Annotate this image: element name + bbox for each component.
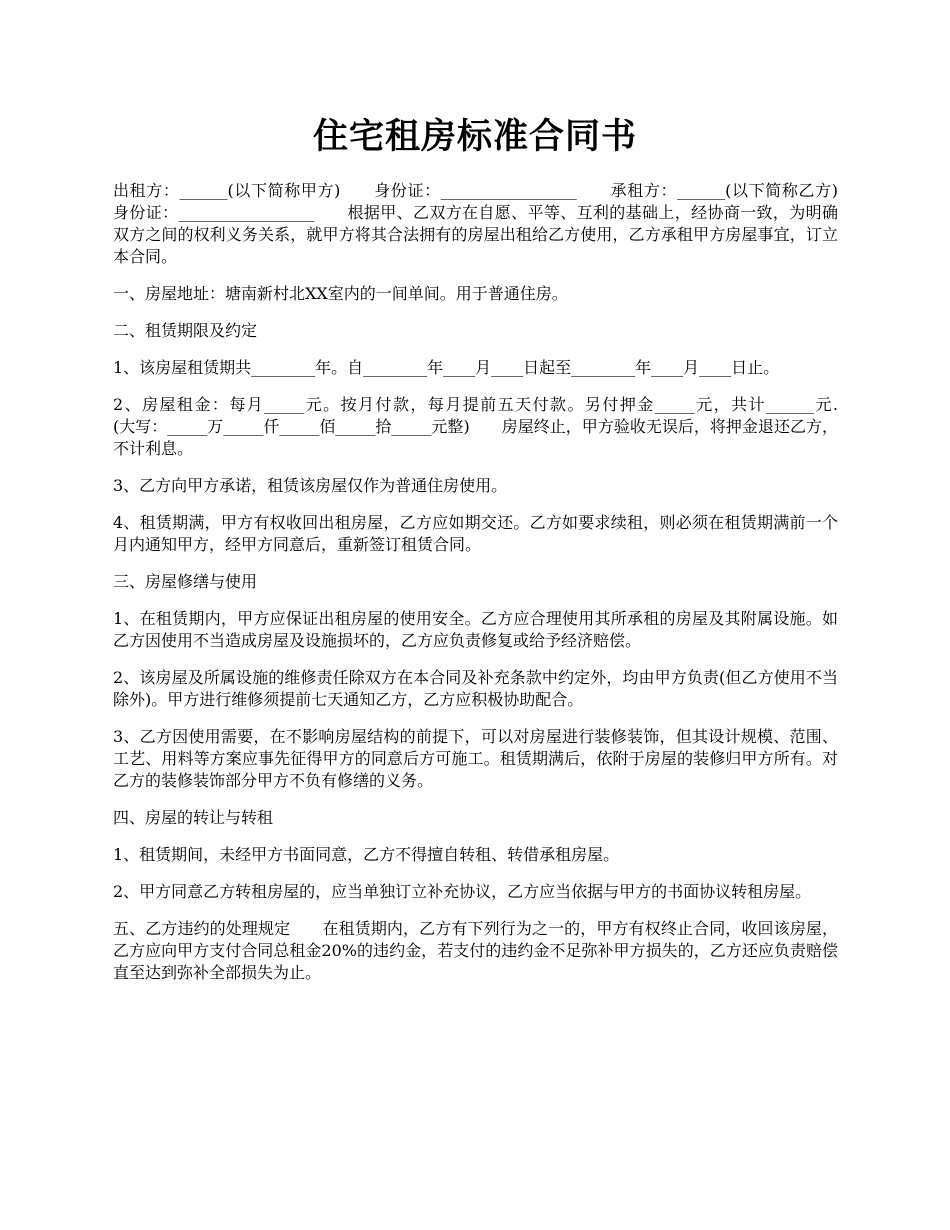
section-heading-lease-term: 二、租赁期限及约定 — [113, 321, 258, 340]
paragraph-rent: 2、房屋租金：每月_____元。按月付款，每月提前五天付款。另付押金_____元，共计______元. (大写：_____万_____仟_____佰_____拾_____元整) 房屋终止，甲方验收无误后，将押金退还乙方，不计利息。 — [113, 395, 871, 458]
paragraph-usage: 3、乙方向甲方承诺，租赁该房屋仅作为普通住房使用。 — [113, 476, 508, 495]
paragraph-breach: 五、乙方违约的处理规定 在租赁期内，乙方有下列行为之一的，甲方有权终止合同，收回该房屋，乙方应向甲方支付合同总租金20%的违约金，若支付的违约金不足弥补甲方损失的，乙方还应负责赔偿直至达到弥补全部损失为止。 — [113, 919, 838, 982]
paragraph-term: 1、该房屋租赁期共________年。自________年____月____日起至________年____月____日止。 — [113, 358, 780, 377]
section-heading-transfer: 四、房屋的转让与转租 — [113, 808, 274, 827]
paragraph-parties: 出租方：______(以下简称甲方) 身份证：_________________ 承租方：______(以下简称乙方) 身份证：_________________ 根据甲、乙双方在自愿、平等、互利的基础上，经协商一致，为明确双方之间的权利义务关系，就甲方将其合法拥有的房屋出租给乙方使用，乙方承租甲方房屋事宜，订立本合同。 — [113, 181, 871, 266]
document-body — [113, 180, 871, 999]
document-title: 住宅租房标准合同书 — [312, 116, 637, 157]
section-heading-repair: 三、房屋修缮与使用 — [113, 572, 258, 591]
paragraph-renewal: 4、租赁期满，甲方有权收回出租房屋，乙方应如期交还。乙方如要求续租，则必须在租赁期满前一个月内通知甲方，经甲方同意后，重新签订租赁合同。 — [113, 513, 838, 554]
paragraph-transfer-2: 2、甲方同意乙方转租房屋的，应当单独订立补充协议，乙方应当依据与甲方的书面协议转租房屋。 — [113, 882, 812, 901]
paragraph-transfer-1: 1、租赁期间，未经甲方书面同意，乙方不得擅自转租、转借承租房屋。 — [113, 845, 620, 864]
paragraph-repair-3: 3、乙方因使用需要，在不影响房屋结构的前提下，可以对房屋进行装修装饰，但其设计规模、范围、工艺、用料等方案应事先征得甲方的同意后方可施工。租赁期满后，依附于房屋的装修归甲方所有。对乙方的装修装饰部分甲方不负有修缮的义务。 — [113, 727, 838, 790]
paragraph-address: 一、房屋地址：塘南新村北XX室内的一间单间。用于普通住房。 — [113, 284, 568, 303]
paragraph-repair-2: 2、该房屋及所属设施的维修责任除双方在本合同及补充条款中约定外，均由甲方负责(但乙方使用不当除外)。甲方进行维修须提前七天通知乙方，乙方应积极协助配合。 — [113, 668, 838, 709]
paragraph-repair-1: 1、在租赁期内，甲方应保证出租房屋的使用安全。乙方应合理使用其所承租的房屋及其附属设施。如乙方因使用不当造成房屋及设施损坏的，乙方应负责修复或给予经济赔偿。 — [113, 609, 838, 650]
